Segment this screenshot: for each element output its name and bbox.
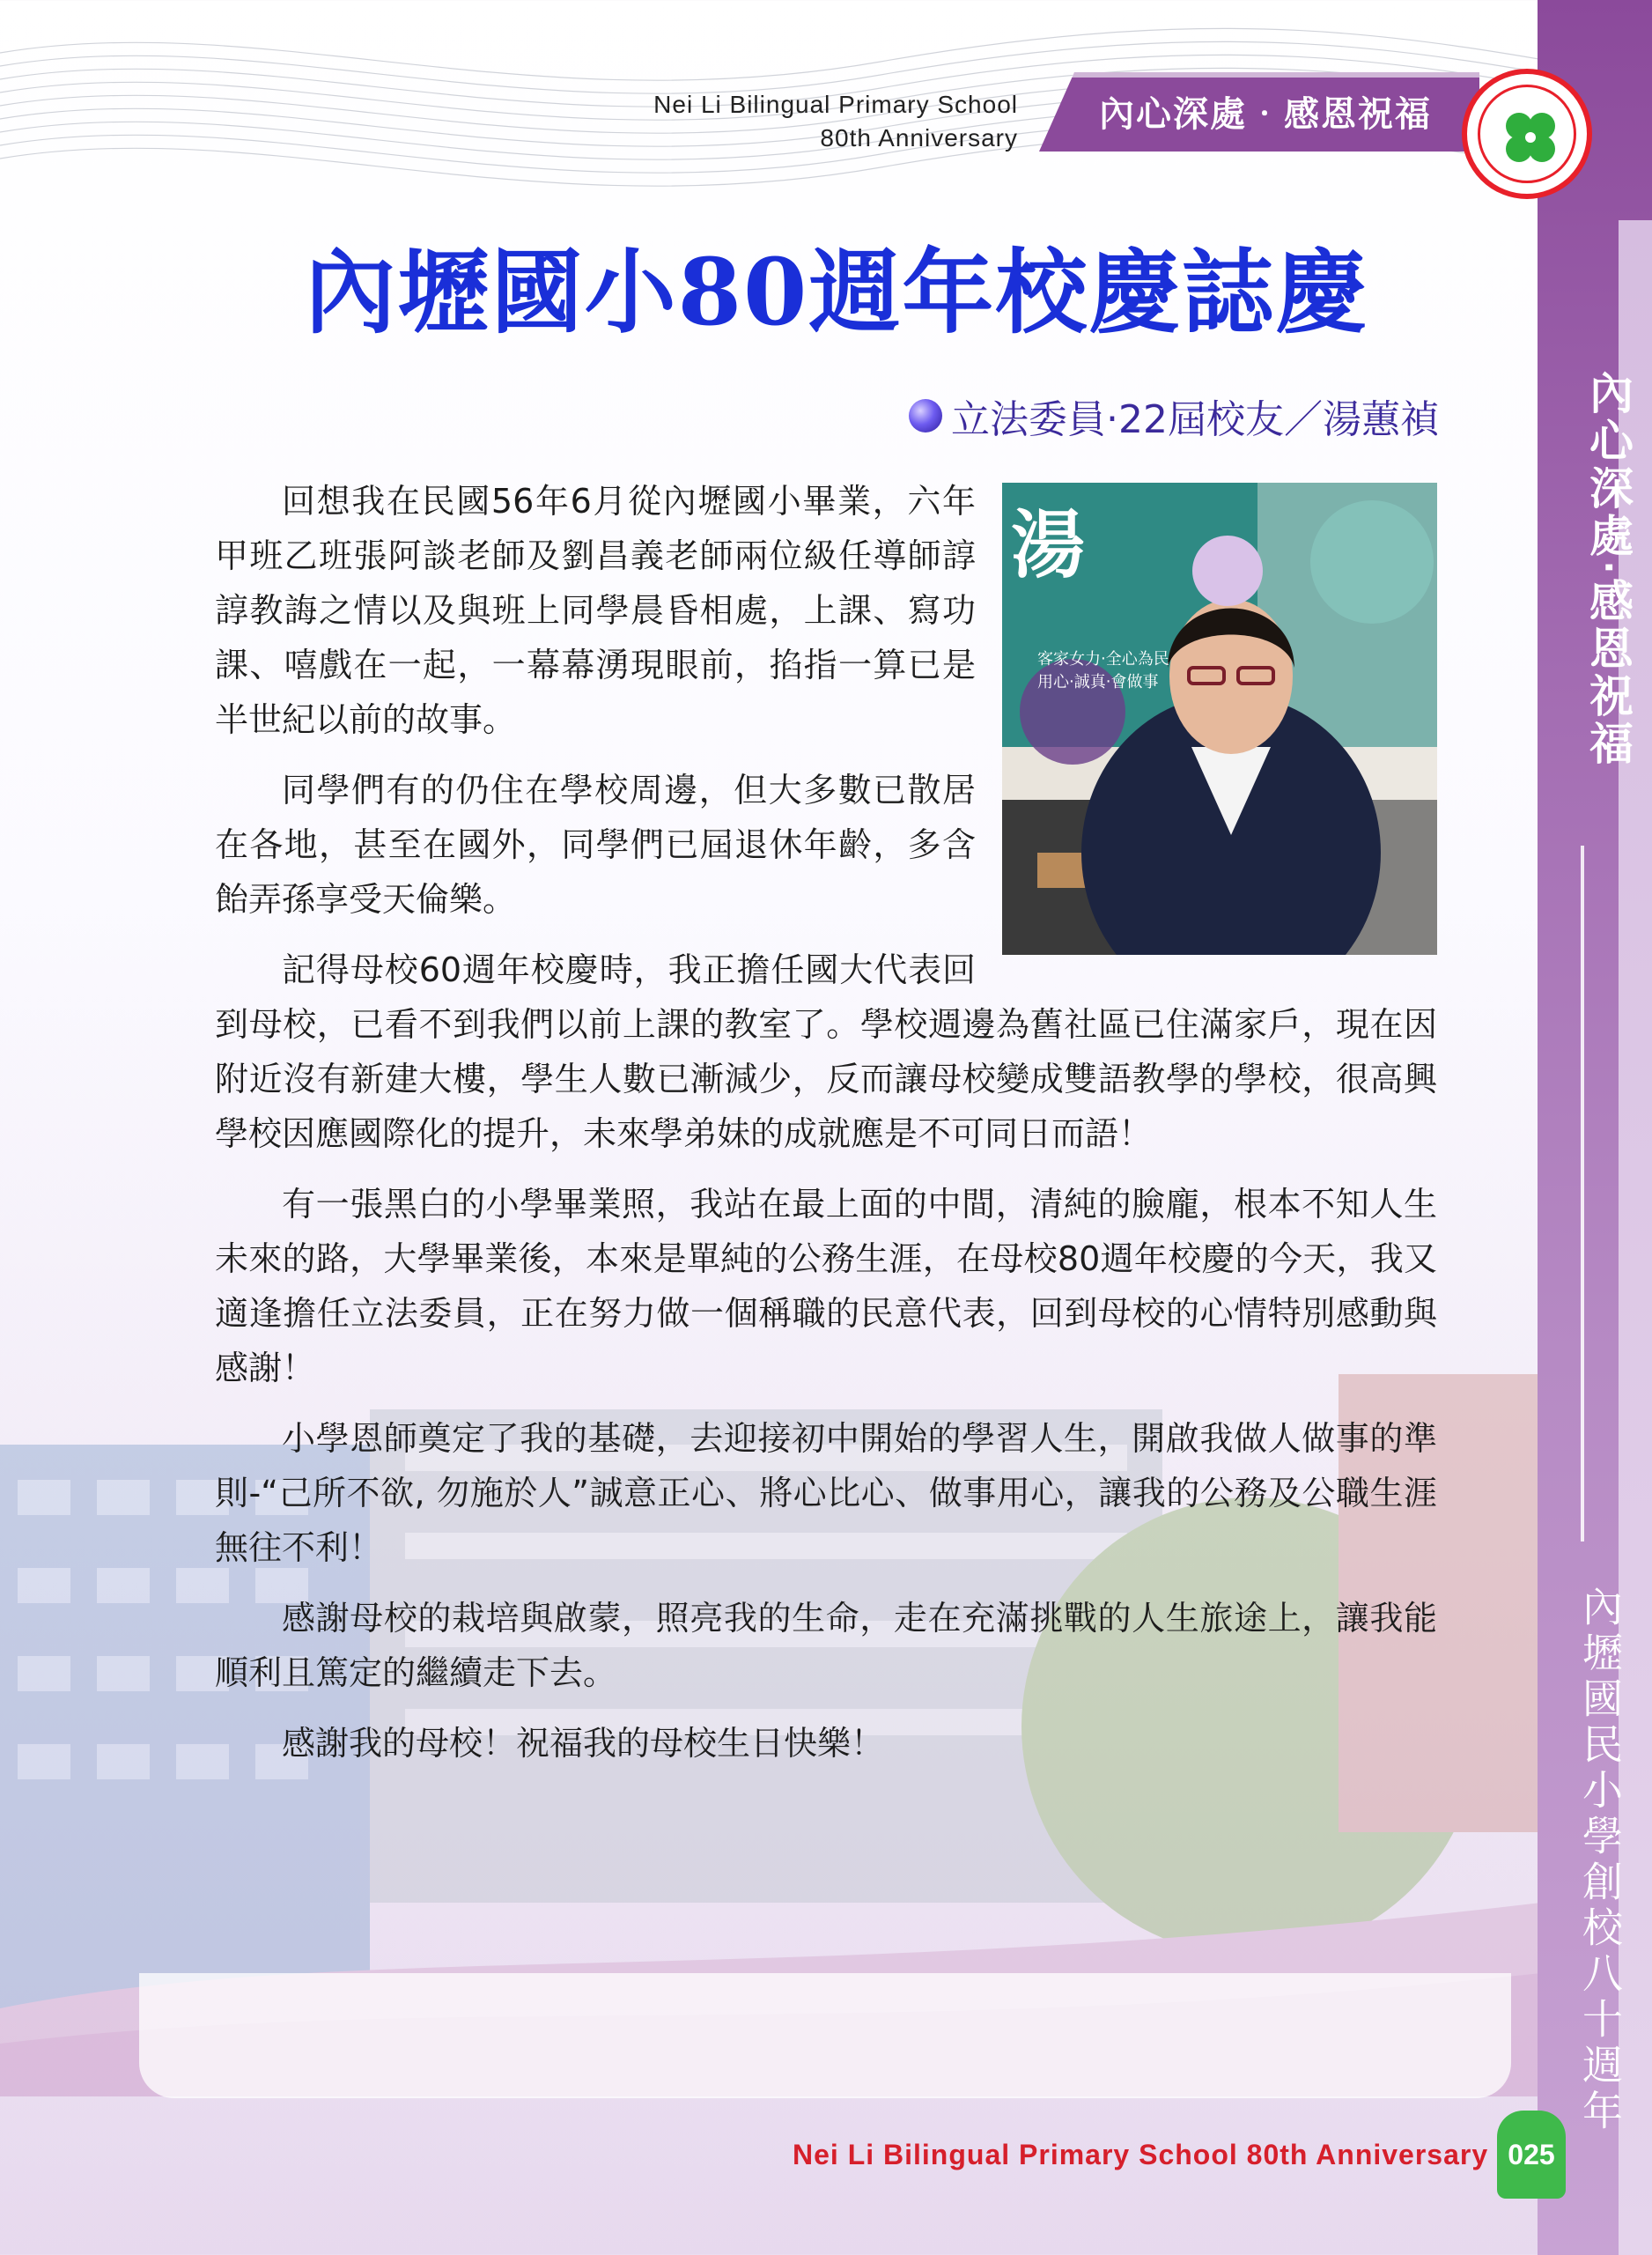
author-text: 立法委員‧22屆校友／湯蕙禎 [951, 397, 1439, 442]
article-paragraph-4: 有一張黑白的小學畢業照，我站在最上面的中間，清純的臉龐，根本不知人生未來的路，大學畢業後，本來是單純的公務生涯，在母校80週年校慶的今天，我又適逢擔任立法委員，正在努力做一個稱職的民意代表，回到母校的心情特別感動與感謝！ [215, 1185, 1437, 1387]
article-paragraph-2: 同學們有的仍住在學校周邊，但大多數已散居在各地，甚至在國外，同學們已屆退休年齡，多含飴弄孫享受天倫樂。 [215, 771, 976, 919]
page-title: 內壢國小80週年校慶誌慶 [304, 238, 1369, 346]
header-english-line1: Nei Li Bilingual Primary School [653, 91, 1018, 118]
content-card-bottom [139, 1973, 1511, 2098]
author-line [909, 388, 1439, 444]
header-english-line2: 80th Anniversary [820, 124, 1018, 152]
photo-banner-slogan-line2: 用心‧誠真‧會做事 [1037, 673, 1159, 691]
side-label-bottom: 內壢國民小學創校八十週年 [1576, 1586, 1624, 2135]
article-paragraph-1: 回想我在民國56年6月從內壢國小畢業，六年甲班乙班張阿談老師及劉昌義老師兩位級任導師諄諄教誨之情以及與班上同學晨昏相處，上課、寫功課、嘻戲在一起，一幕幕湧現眼前，掐指一算已是半世紀以前的故事。 [215, 482, 976, 739]
article-paragraph-5: 小學恩師奠定了我的基礎，去迎接初中開始的學習人生，開啟我做人做事的準則-“己所不欲, 勿施於人”誠意正心、將心比心、做事用心，讓我的公務及公職生涯無往不利！ [215, 1419, 1437, 1567]
school-logo [1462, 69, 1592, 199]
article-paragraph-7: 感謝我的母校！祝福我的母校生日快樂！ [282, 1724, 885, 1763]
article-body [215, 474, 1437, 1786]
bullet-orb-icon [909, 399, 942, 433]
side-divider-line [1581, 846, 1584, 1542]
side-label-top: 內心深處‧感恩祝福 [1582, 370, 1634, 768]
author-photo [1002, 483, 1437, 955]
photo-banner-char: 湯 [1011, 501, 1086, 588]
article-paragraph-6: 感謝母校的栽培與啟蒙，照亮我的生命，走在充滿挑戰的人生旅途上，讓我能順利且篤定的繼續走下去。 [215, 1599, 1437, 1692]
header-section-tab: 內心深處‧感恩祝福 [1099, 93, 1432, 135]
footer-text: Nei Li Bilingual Primary School 80th Anniversary [793, 2139, 1489, 2170]
article-paragraph-3: 記得母校60週年校慶時，我正擔任國大代表回到母校，已看不到我們以前上課的教室了。學校週邊為舊社區已住滿家戶，現在因附近沒有新建大樓，學生人數已漸減少，反而讓母校變成雙語教學的學校，很高興學校因應國際化的提升，未來學弟妹的成就應是不可同日而語！ [215, 950, 1437, 1153]
clover-icon [1500, 107, 1561, 168]
header-english [653, 88, 1018, 155]
school-logo-inner-ring [1478, 85, 1576, 183]
page-number: 025 [1508, 2139, 1555, 2170]
photo-banner-slogan-line1: 客家女力‧全心為民 [1037, 650, 1169, 669]
